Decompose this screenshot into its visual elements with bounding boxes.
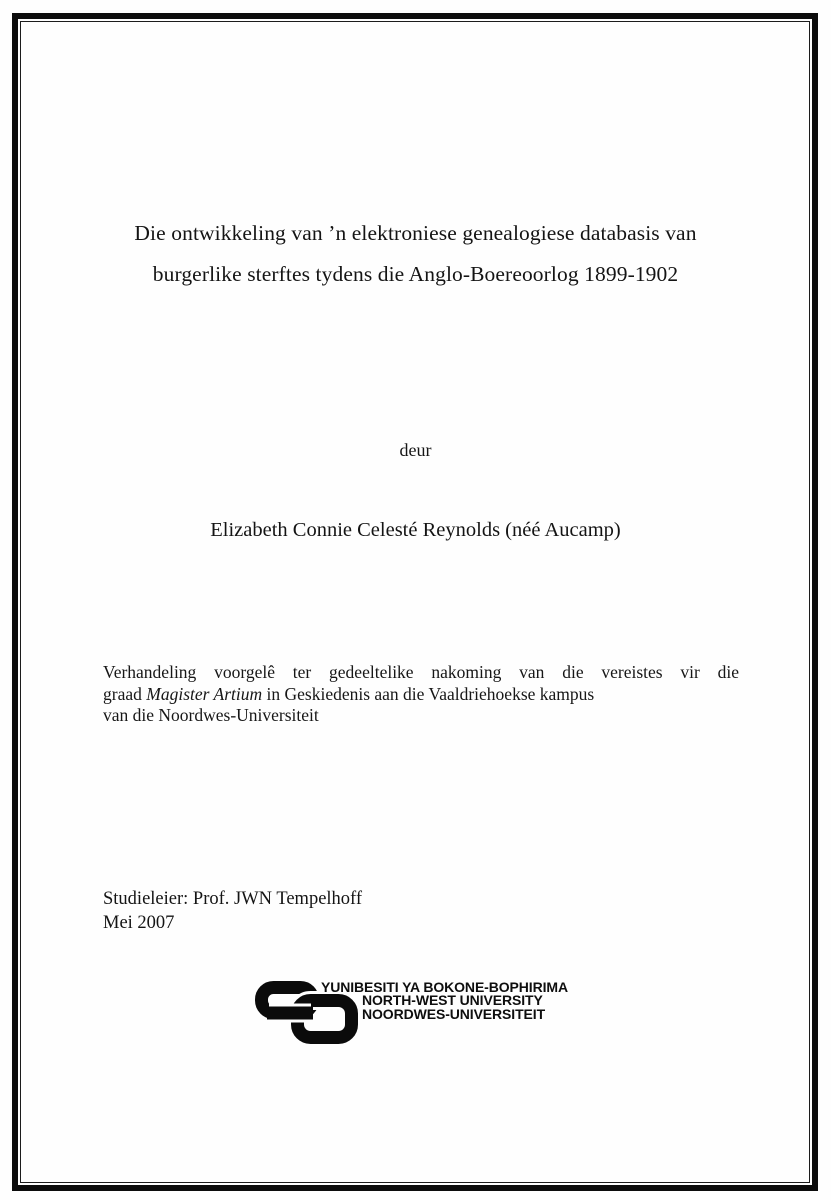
thesis-title-line-1: Die ontwikkeling van ’n elektroniese genealogiese databasis van	[134, 221, 697, 245]
degree-statement-line-3: van die Noordwes-Universiteit	[103, 705, 319, 726]
supervisor-line: Studieleier: Prof. JWN Tempelhoff	[103, 889, 363, 909]
university-logo	[255, 978, 585, 1056]
logo-text-afrikaans: NOORDWES-UNIVERSITEIT	[362, 1005, 546, 1022]
byline-label: deur	[399, 440, 432, 460]
logo-text-english: NORTH-WEST UNIVERSITY	[362, 992, 543, 1009]
degree-statement	[103, 662, 739, 727]
degree-statement-line-2-suffix: in Geskiedenis aan die Vaaldriehoekse kampus	[262, 683, 595, 704]
degree-statement-line-1: Verhandeling voorgelê ter gedeeltelike nakoming van die vereistes vir die	[103, 662, 739, 682]
degree-name-italic: Magister Artium	[146, 683, 263, 704]
degree-statement-line-2	[103, 684, 739, 706]
author-name: Elizabeth Connie Celesté Reynolds (néé Aucamp)	[210, 519, 621, 541]
date-line: Mei 2007	[103, 912, 175, 933]
thesis-title-line-2: burgerlike sterftes tydens die Anglo-Boereoorlog 1899-1902	[152, 262, 679, 286]
supervisor-block	[103, 888, 362, 935]
university-logo-text	[321, 979, 568, 1022]
thesis-title	[50, 213, 781, 295]
degree-statement-line-2-prefix: graad	[103, 683, 147, 704]
logo-text-setswana: YUNIBESITI YA BOKONE-BOPHIRIMA	[321, 979, 568, 995]
